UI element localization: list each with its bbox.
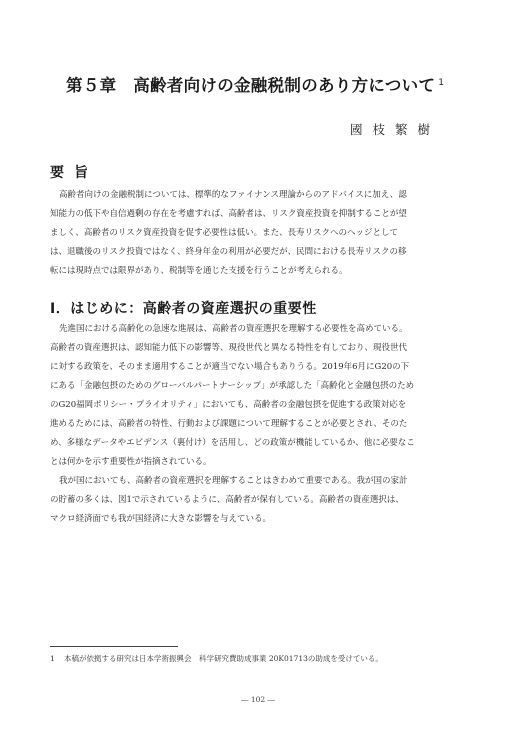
text-line: に対する政策を、そのまま適用することが適当でない場合もありうる。2019年6月にG20の下: [50, 362, 410, 372]
text-line: ましく、高齢者のリスク資産投資を促す必要性は低い。また、長寿リスクへのヘッジとして: [50, 228, 398, 238]
text-line: にある「金融包摂のためのグローバルパートナーシップ」が承認した「高齢化と金融包摂のため: [50, 381, 415, 391]
footnote: [50, 653, 470, 664]
body-paragraph: [50, 320, 470, 472]
section-heading-introduction: Ⅰ．はじめに：高齢者の資産選択の重要性: [50, 301, 317, 317]
summary-heading: 要旨: [50, 165, 98, 181]
text-line: 先進国における高齢化の急速な進展は、高齢者の資産選択を理解する必要性を高めている。: [59, 324, 408, 334]
text-line: マクロ経済面でも我が国経済に大きな影響を与えている。: [50, 514, 272, 524]
author-name: 國枝繁樹: [350, 122, 441, 137]
chapter-title-text: 第５章 高齢者向けの金融税制のあり方について: [66, 76, 436, 95]
chapter-title: [66, 72, 466, 96]
text-line: め、多様なデータやエビデンス（裏付け）を活用し、どの政策が機能しているか、他に必要なこ: [50, 438, 415, 448]
footnote-text: 本稿が依拠する研究は日本学術振興会 科学研究費助成事業 20K01713の助成を受けている。: [64, 654, 383, 663]
text-line: 高齢者の資産選択は、認知能力低下の影響等、現役世代と異なる特性を有しており、現役世代: [50, 343, 408, 353]
page-number: ― 102 ―: [240, 695, 276, 704]
footnote-divider: [50, 646, 178, 647]
summary-paragraph: [50, 186, 470, 281]
text-line: 転には現時点では限界があり、税制等を通じた支援を行うことが考えられる。: [50, 266, 348, 276]
text-line: は、退職後のリスク投資ではなく、終身年金の利用が必要だが、民間における長寿リスクの移: [50, 247, 407, 257]
text-line: のG20福岡ポリシー・プライオリティ」においても、高齢者の金融包摂を促進する政策対応を: [50, 400, 407, 410]
body-paragraph: [50, 472, 470, 529]
text-line: 高齢者向けの金融税制については、標準的なファイナンス理論からのアドバイスに加え、認: [59, 190, 407, 200]
text-line: とは何かを示す重要性が指摘されている。: [50, 457, 212, 467]
footnote-reference[interactable]: 1: [438, 77, 445, 88]
text-line: 進めるためには、高齢者の特性、行動および課題について理解することが必要とされ、そのた: [50, 419, 408, 429]
text-line: 知能力の低下や自信過剰の存在を考慮すれば、高齢者は、リスク資産投資を抑制することが望: [50, 209, 407, 219]
text-line: 我が国においても、高齢者の資産選択を理解することはきわめて重要である。我が国の家計: [59, 476, 408, 486]
footnote-mark: 1: [50, 654, 55, 663]
text-line: の貯蓄の多くは、図1で示されているように、高齢者が保有している。高齢者の資産選択は、: [50, 495, 404, 505]
